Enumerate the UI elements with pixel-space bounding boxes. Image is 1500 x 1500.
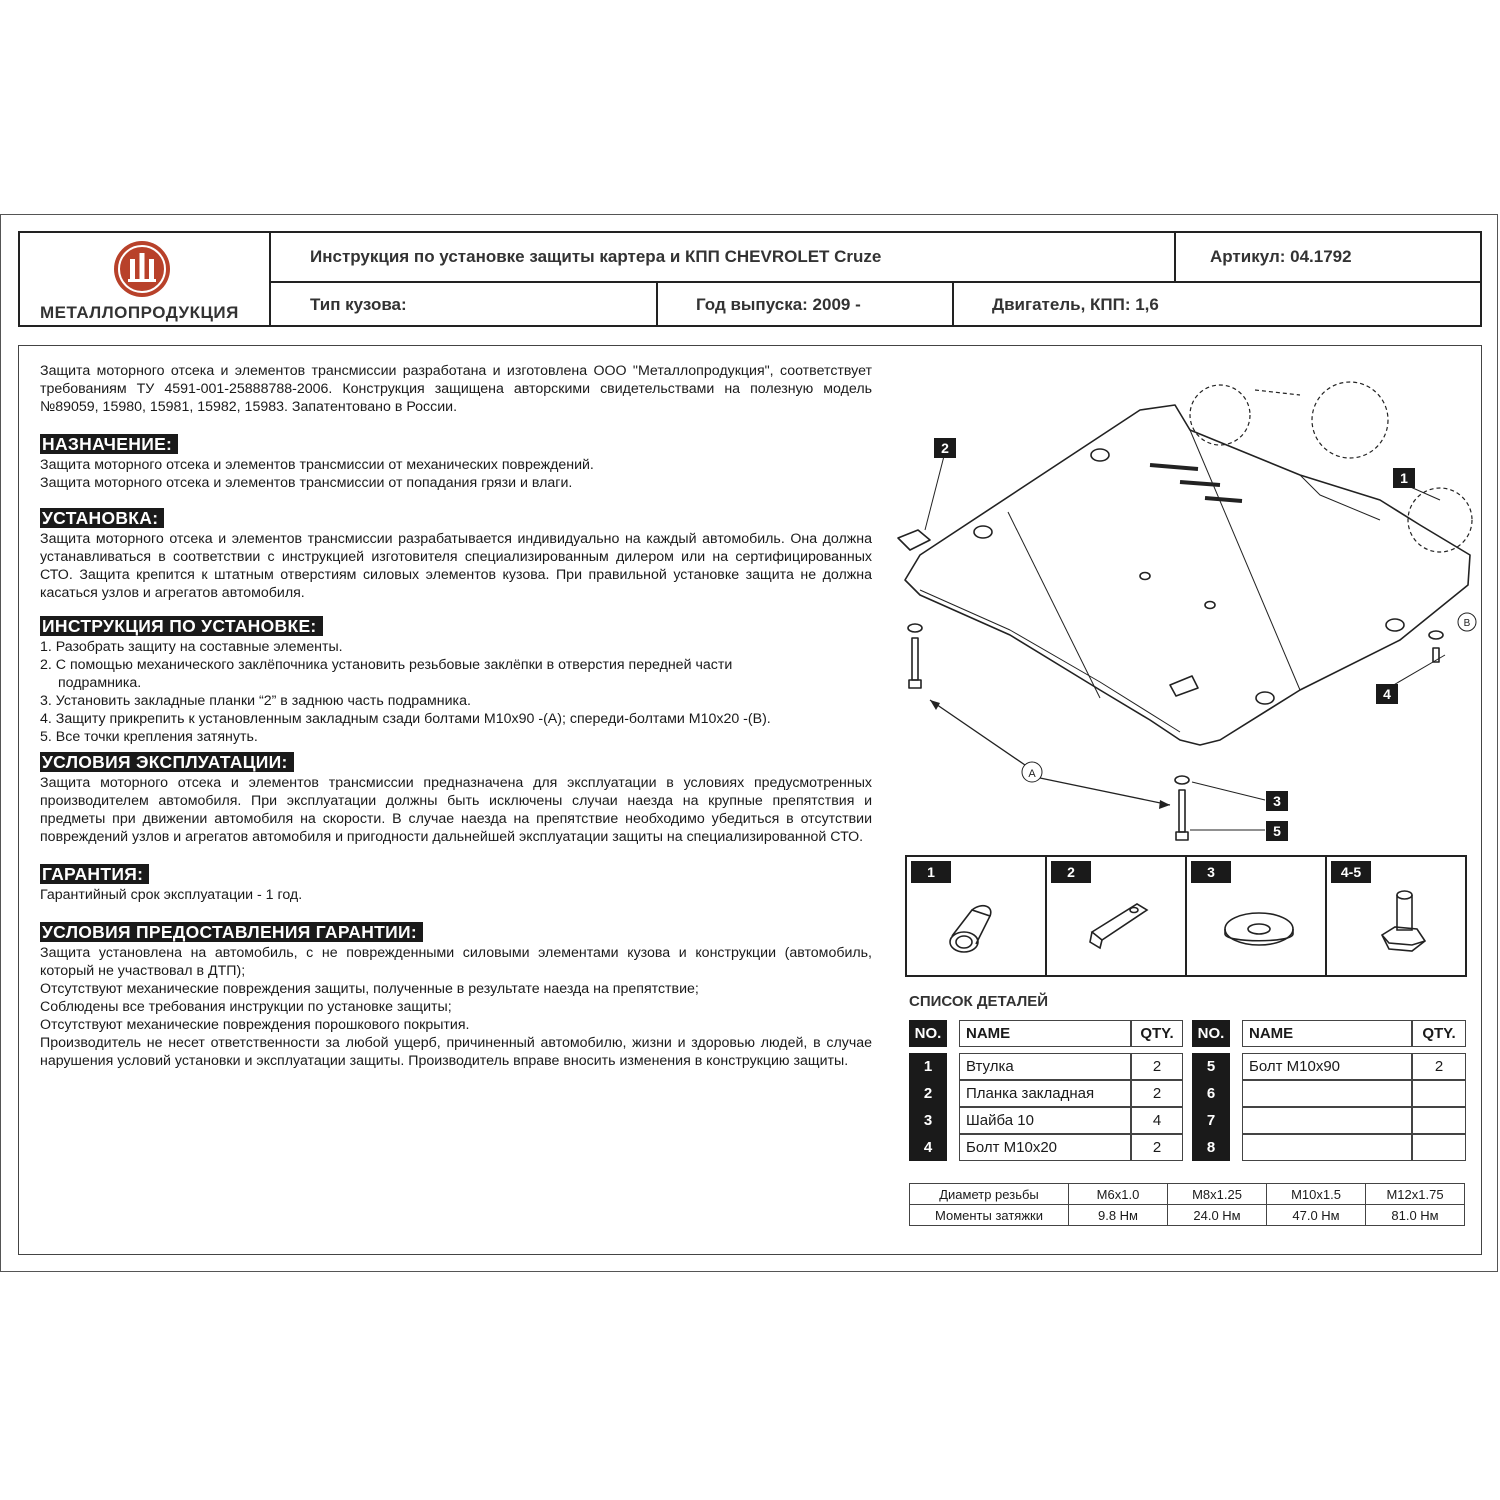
torque-value: 47.0 Нм (1267, 1205, 1366, 1226)
row-no: 2 (909, 1080, 947, 1107)
instruction-step: 5. Все точки крепления затянуть. (40, 729, 258, 745)
row-qty: 2 (1131, 1080, 1183, 1107)
torque-value: 9.8 Нм (1069, 1205, 1168, 1226)
callout-4: 4 (1383, 686, 1391, 702)
instruction-step: 2. С помощью механического заклёпочника установить резьбовые заклёпки в отверстия передней части (40, 657, 733, 673)
purpose-line: Защита моторного отсека и элементов трансмиссии от попадания грязи и влаги. (40, 475, 573, 491)
part-badge: 4-5 (1331, 861, 1371, 883)
table-row (910, 1184, 1465, 1205)
header-no: NO. (909, 1020, 947, 1047)
header-name: NAME (959, 1020, 1131, 1047)
header-no: NO. (1192, 1020, 1230, 1047)
row-name (1242, 1107, 1412, 1134)
section-title-warranty: ГАРАНТИЯ: (40, 864, 149, 884)
parts-table-left (909, 1020, 1183, 1161)
rivet-nut-icon (942, 892, 1012, 962)
row-qty: 2 (1131, 1053, 1183, 1080)
row-name (1242, 1080, 1412, 1107)
bolt-icon (1367, 885, 1437, 965)
body-type-label: Тип кузова: (310, 295, 407, 314)
row-no: 5 (1192, 1053, 1230, 1080)
torque-table (909, 1183, 1465, 1226)
callout-3: 3 (1273, 793, 1281, 809)
callout-1: 1 (1400, 470, 1408, 486)
row-no: 8 (1192, 1134, 1230, 1161)
row-name: Планка закладная (959, 1080, 1131, 1107)
logo-emblem-icon (112, 239, 172, 299)
point-a-label: A (1028, 768, 1036, 780)
callout-5: 5 (1273, 823, 1281, 839)
row-no: 7 (1192, 1107, 1230, 1134)
table-row (909, 1134, 1183, 1161)
torque-label: Моменты затяжки (910, 1205, 1069, 1226)
part-badge: 1 (911, 861, 951, 883)
intro-paragraph: Защита моторного отсека и элементов трансмиссии разработана и изготовлена ООО "Металлопродукция", соответствует требованиям ТУ 4591-001-25888788-2006. Конструкция защищена авторскими свидетельствами на полезную модель №89059, 15980, 15981, 15982, 15983. Запатентовано в России. (40, 363, 872, 415)
assembly-diagram (880, 360, 1480, 850)
section-title-installation: УСТАНОВКА: (40, 508, 164, 528)
parts-icons-strip (905, 855, 1467, 977)
row-no: 3 (909, 1107, 947, 1134)
header-block (18, 231, 1482, 327)
year-label: Год выпуска: 2009 - (696, 295, 861, 314)
torque-value: 81.0 Нм (1366, 1205, 1465, 1226)
washer-icon (1219, 907, 1299, 957)
callout-2: 2 (941, 440, 949, 456)
table-row (1192, 1053, 1466, 1080)
part-cell-2 (1047, 857, 1187, 975)
parts-list-title: СПИСОК ДЕТАЛЕЙ (909, 993, 1049, 1010)
table-row (1192, 1134, 1466, 1161)
thread-size: M8x1.25 (1168, 1184, 1267, 1205)
warranty-term: Соблюдены все требования инструкции по установке защиты; (40, 999, 452, 1015)
warranty-text: Гарантийный срок эксплуатации - 1 год. (40, 887, 303, 903)
row-name: Шайба 10 (959, 1107, 1131, 1134)
thread-size: M10x1.5 (1267, 1184, 1366, 1205)
warranty-term: Отсутствуют механические повреждения защиты, полученные в результате наезда на препятствие; (40, 981, 699, 997)
section-title-warranty-terms: УСЛОВИЯ ПРЕДОСТАВЛЕНИЯ ГАРАНТИИ: (40, 922, 423, 942)
purpose-line: Защита моторного отсека и элементов трансмиссии от механических повреждений. (40, 457, 594, 473)
row-name: Болт М10х20 (959, 1134, 1131, 1161)
warranty-term: Защита установлена на автомобиль, с не поврежденными силовыми элементами кузова и конструкции (автомобиль, который не участвовал в ДТП); (40, 945, 872, 979)
row-name: Втулка (959, 1053, 1131, 1080)
section-title-purpose: НАЗНАЧЕНИЕ: (40, 434, 178, 454)
warranty-term: Производитель не несет ответственности за любой ущерб, причиненный автомобилю, жизни и здоровью людей, в случае нарушения условий установки и эксплуатации защиты. Производитель вправе вносить изменения в конструкцию защиты. (40, 1035, 872, 1069)
logo-name: МЕТАЛЛОПРОДУКЦИЯ (40, 303, 239, 322)
row-qty: 2 (1412, 1053, 1466, 1080)
table-row (909, 1107, 1183, 1134)
document-title: Инструкция по установке защиты картера и КПП CHEVROLET Cruze (310, 247, 882, 266)
row-no: 6 (1192, 1080, 1230, 1107)
warranty-term: Отсутствуют механические повреждения порошкового покрытия. (40, 1017, 470, 1033)
article-number: Артикул: 04.1792 (1210, 247, 1352, 266)
header-name: NAME (1242, 1020, 1412, 1047)
thread-size: M12x1.75 (1366, 1184, 1465, 1205)
row-name: Болт М10х90 (1242, 1053, 1412, 1080)
row-qty (1412, 1134, 1466, 1161)
table-row (1192, 1107, 1466, 1134)
header-qty: QTY. (1412, 1020, 1466, 1047)
row-qty (1412, 1107, 1466, 1134)
row-no: 4 (909, 1134, 947, 1161)
installation-text: Защита моторного отсека и элементов трансмиссии разрабатывается индивидуально на каждый автомобиль. Она должна устанавливаться в соответствии с инструкцией изготовителя специализированным дилером или на сертифицированных СТО. Защита крепится к штатным отверстиям силовых элементов кузова. При правильной установке защита не должна касаться узлов и агрегатов автомобиля. (40, 531, 872, 601)
table-row (1192, 1080, 1466, 1107)
part-cell-1 (907, 857, 1047, 975)
instruction-step: подрамника. (58, 675, 142, 691)
thread-diameter-label: Диаметр резьбы (910, 1184, 1069, 1205)
engine-label: Двигатель, КПП: 1,6 (992, 295, 1159, 314)
torque-value: 24.0 Нм (1168, 1205, 1267, 1226)
part-cell-3 (1187, 857, 1327, 975)
instructions-text (40, 362, 872, 1070)
parts-table-right (1192, 1020, 1466, 1161)
row-qty: 4 (1131, 1107, 1183, 1134)
conditions-text: Защита моторного отсека и элементов трансмиссии предназначена для эксплуатации в условиях предусмотренных производителем автомобиля. При эксплуатации должны быть исключены случаи наезда на крупные препятствия и предметы при движении автомобиля на скорости. В случае наезда на препятствие необходимо убедиться в отсутствии повреждений узлов и агрегатов автомобиля и пригодности дальнейшей эксплуатации защиты на специализированной СТО. (40, 775, 872, 845)
table-row (909, 1080, 1183, 1107)
row-qty (1412, 1080, 1466, 1107)
table-row (909, 1053, 1183, 1080)
point-b-label: B (1463, 618, 1471, 629)
part-cell-4-5 (1327, 857, 1465, 975)
row-no: 1 (909, 1053, 947, 1080)
section-title-instructions: ИНСТРУКЦИЯ ПО УСТАНОВКЕ: (40, 616, 323, 636)
table-row (910, 1205, 1465, 1226)
header-qty: QTY. (1131, 1020, 1183, 1047)
part-badge: 3 (1191, 861, 1231, 883)
row-name (1242, 1134, 1412, 1161)
instruction-step: 4. Защиту прикрепить к установленным закладным сзади болтами М10х90 -(А); спереди-болтами М10х20 -(В). (40, 711, 771, 727)
row-qty: 2 (1131, 1134, 1183, 1161)
instruction-step: 3. Установить закладные планки “2” в заднюю часть подрамника. (40, 693, 471, 709)
thread-size: M6x1.0 (1069, 1184, 1168, 1205)
mounting-bar-icon (1082, 892, 1162, 962)
section-title-conditions: УСЛОВИЯ ЭКСПЛУАТАЦИИ: (40, 752, 294, 772)
part-badge: 2 (1051, 861, 1091, 883)
company-logo (20, 233, 269, 325)
instruction-step: 1. Разобрать защиту на составные элементы. (40, 639, 343, 655)
